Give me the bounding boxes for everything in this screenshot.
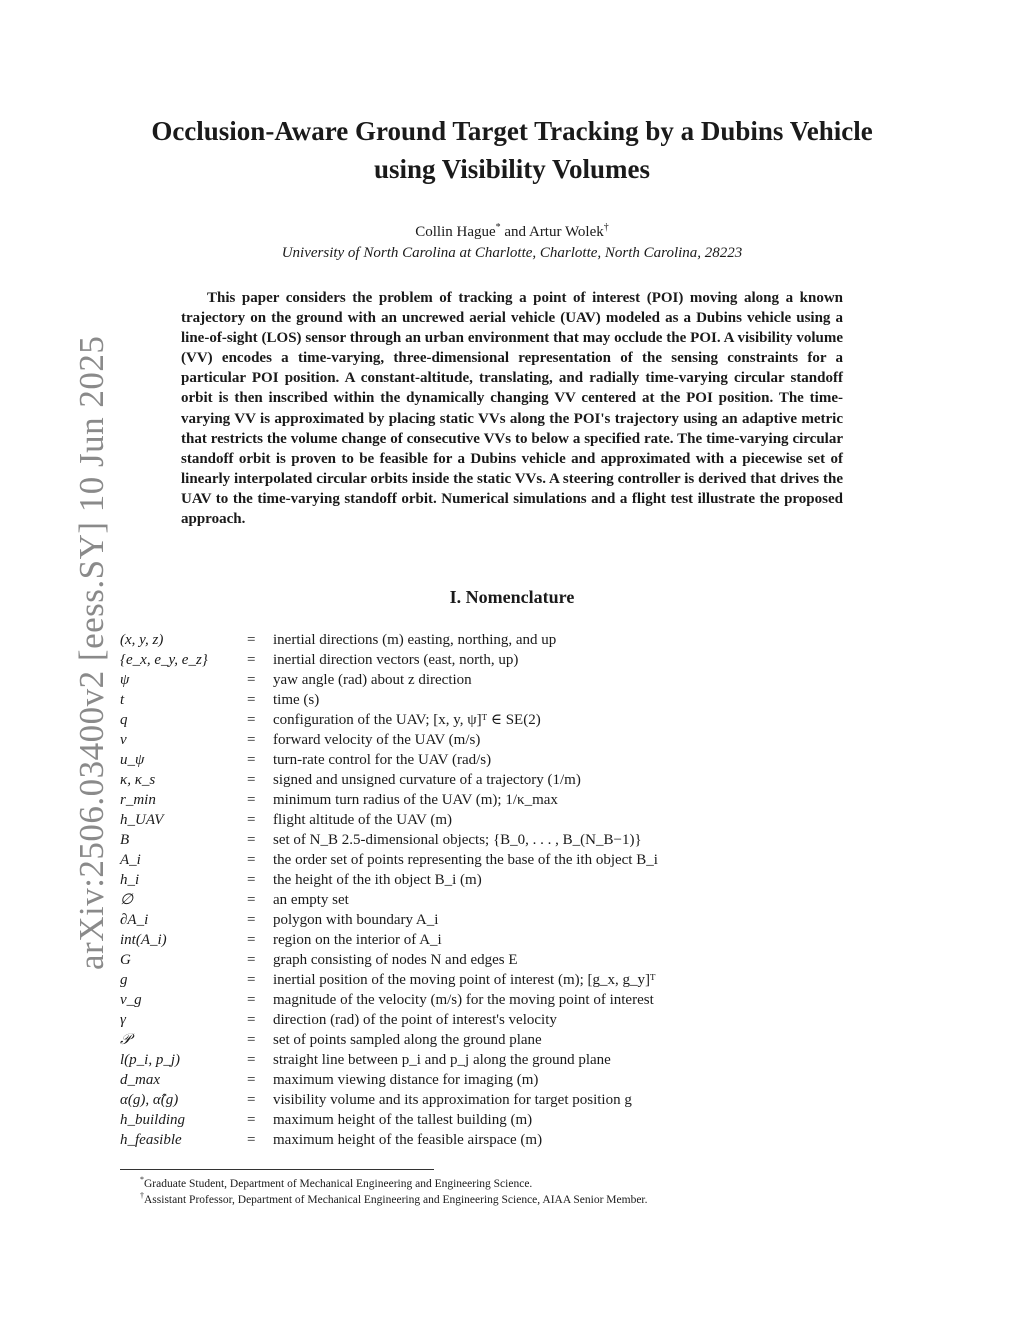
nomenclature-row [120, 770, 820, 790]
nomenclature-row [120, 890, 820, 910]
nomenclature-equals: = [247, 1112, 256, 1128]
nomenclature-equals: = [247, 1012, 256, 1028]
nomenclature-symbol: ∂A_i [120, 912, 149, 928]
nomenclature-equals: = [247, 792, 256, 808]
nomenclature-definition: inertial position of the moving point of interest (m); [g_x, g_y]ᵀ [273, 972, 656, 988]
author-connector: and [500, 224, 529, 240]
nomenclature-row [120, 930, 820, 950]
nomenclature-symbol: t [120, 692, 125, 708]
nomenclature-symbol: 𝒫 [120, 1032, 131, 1048]
nomenclature-symbol: (x, y, z) [120, 632, 164, 648]
nomenclature-symbol: g [120, 972, 128, 988]
nomenclature-symbol: κ, κ_s [120, 772, 156, 788]
nomenclature-equals: = [247, 872, 256, 888]
nomenclature-definition: polygon with boundary A_i [273, 912, 439, 928]
nomenclature-equals: = [247, 632, 256, 648]
footnote-text: Assistant Professor, Department of Mechanical Engineering and Engineering Science, AIAA Senior Member. [144, 1194, 648, 1206]
nomenclature-row [120, 1050, 820, 1070]
affiliation: University of North Carolina at Charlotte, Charlotte, North Carolina, 28223 [281, 245, 743, 261]
nomenclature-definition: inertial directions (m) easting, northing, and up [273, 632, 557, 648]
nomenclature-row [120, 690, 820, 710]
nomenclature-equals: = [247, 672, 256, 688]
nomenclature-equals: = [247, 972, 256, 988]
footnote-mark: * [140, 1175, 144, 1185]
footnote-rule [120, 1169, 434, 1170]
nomenclature-definition: set of N_B 2.5-dimensional objects; {B_0, . . . , B_(N_B−1)} [273, 832, 642, 848]
arxiv-side-stamp [10, 0, 111, 1325]
nomenclature-definition: maximum height of the feasible airspace (m) [273, 1132, 543, 1148]
author-name: Collin Hague [415, 224, 496, 240]
nomenclature-definition: graph consisting of nodes N and edges E [273, 952, 518, 968]
nomenclature-symbol: h_feasible [120, 1132, 182, 1148]
nomenclature-row [120, 710, 820, 730]
nomenclature-row [120, 1070, 820, 1090]
nomenclature-symbol: q [120, 712, 128, 728]
nomenclature-symbol: d_max [120, 1072, 160, 1088]
nomenclature-symbol: h_i [120, 872, 140, 888]
nomenclature-definition: turn-rate control for the UAV (rad/s) [273, 752, 492, 768]
nomenclature-definition: region on the interior of A_i [273, 932, 442, 948]
nomenclature-row [120, 910, 820, 930]
nomenclature-row [120, 730, 820, 750]
author-footnote-mark: * [495, 222, 501, 233]
nomenclature-definition: an empty set [273, 892, 349, 908]
nomenclature-equals: = [247, 1072, 256, 1088]
nomenclature-definition: forward velocity of the UAV (m/s) [273, 732, 481, 748]
nomenclature-definition: maximum viewing distance for imaging (m) [273, 1072, 539, 1088]
nomenclature-equals: = [247, 692, 256, 708]
nomenclature-symbol: G [120, 952, 131, 968]
nomenclature-equals: = [247, 1132, 256, 1148]
nomenclature-row [120, 990, 820, 1010]
nomenclature-equals: = [247, 892, 256, 908]
nomenclature-equals: = [247, 652, 256, 668]
nomenclature-row [120, 670, 820, 690]
author-name: Artur Wolek [528, 224, 604, 240]
footnote [140, 1176, 648, 1192]
nomenclature-symbol: ψ [120, 672, 130, 688]
nomenclature-row [120, 1030, 820, 1050]
nomenclature-definition: visibility volume and its approximation for target position g [273, 1092, 632, 1108]
nomenclature-definition: yaw angle (rad) about z direction [273, 672, 472, 688]
nomenclature-row [120, 850, 820, 870]
nomenclature-row [120, 970, 820, 990]
nomenclature-definition: the order set of points representing the base of the ith object B_i [273, 852, 658, 868]
nomenclature-definition: maximum height of the tallest building (m) [273, 1112, 533, 1128]
nomenclature-definition: signed and unsigned curvature of a trajectory (1/m) [273, 772, 581, 788]
nomenclature-symbol: int(A_i) [120, 932, 167, 948]
nomenclature-definition: inertial direction vectors (east, north, up) [273, 652, 519, 668]
nomenclature-symbol: h_UAV [120, 812, 164, 828]
nomenclature-row [120, 650, 820, 670]
nomenclature-definition: direction (rad) of the point of interest's velocity [273, 1012, 557, 1028]
nomenclature-equals: = [247, 952, 256, 968]
section-title: I. Nomenclature [449, 587, 575, 607]
nomenclature-definition: set of points sampled along the ground plane [273, 1032, 542, 1048]
footnote [140, 1192, 648, 1208]
nomenclature-row [120, 1130, 820, 1150]
title-line-2: using Visibility Volumes [373, 154, 651, 184]
nomenclature-equals: = [247, 812, 256, 828]
author-list [100, 222, 924, 242]
arxiv-identifier: arXiv:2506.03400v2 [eess.SY] 10 Jun 2025 [72, 335, 111, 970]
nomenclature-symbol: ∅ [120, 892, 134, 908]
nomenclature-symbol: r_min [120, 792, 156, 808]
nomenclature-row [120, 870, 820, 890]
nomenclature-symbol: A_i [120, 852, 141, 868]
nomenclature-row [120, 950, 820, 970]
nomenclature-equals: = [247, 1052, 256, 1068]
nomenclature-definition: flight altitude of the UAV (m) [273, 812, 453, 828]
nomenclature-symbol: l(p_i, p_j) [120, 1052, 180, 1068]
nomenclature-row [120, 630, 820, 650]
nomenclature-row [120, 1090, 820, 1110]
nomenclature-symbol: v_g [120, 992, 142, 1008]
nomenclature-symbol: γ [120, 1012, 126, 1028]
nomenclature-equals: = [247, 752, 256, 768]
nomenclature-row [120, 1010, 820, 1030]
footnote-text: Graduate Student, Department of Mechanical Engineering and Engineering Science. [144, 1178, 533, 1190]
nomenclature-symbol: {e_x, e_y, e_z} [120, 652, 208, 668]
nomenclature-symbol: h_building [120, 1112, 186, 1128]
nomenclature-equals: = [247, 852, 256, 868]
footnote-mark: † [140, 1191, 144, 1201]
abstract: This paper considers the problem of tracking a point of interest (POI) moving along a known trajectory on the ground with an uncrewed aerial vehicle (UAV) modeled as a Dubins vehicle using a line-of-sight (LOS) sensor through an urban environment that may occlude the POI. A visibility volume (VV) encodes a time-varying, three-dimensional representation of the sensing constraints for a particular POI position. A constant-altitude, translating, and radially time-varying circular standoff orbit is then inscribed within the dynamically changing VV centered at the POI position. The time-varying VV is approximated by placing static VVs along the POI's trajectory using an adaptive metric that restricts the volume change of consecutive VVs to below a specified rate. The time-varying circular standoff orbit is proven to be feasible for a Dubins vehicle and approximated with a piecewise set of linearly interpolated circular orbits inside the static VVs. A steering controller is derived that drives the UAV to the time-varying standoff orbit. Numerical simulations and a flight test illustrate the proposed approach. [181, 290, 843, 528]
nomenclature-equals: = [247, 912, 256, 928]
nomenclature-equals: = [247, 772, 256, 788]
nomenclature-definition: straight line between p_i and p_j along the ground plane [273, 1052, 611, 1068]
nomenclature-row [120, 750, 820, 770]
nomenclature-symbol: B [120, 832, 130, 848]
nomenclature-list [120, 630, 820, 1150]
nomenclature-equals: = [247, 1092, 256, 1108]
nomenclature-equals: = [247, 712, 256, 728]
nomenclature-definition: magnitude of the velocity (m/s) for the moving point of interest [273, 992, 654, 1008]
nomenclature-equals: = [247, 1032, 256, 1048]
author-footnote-mark: † [603, 222, 609, 233]
nomenclature-row [120, 810, 820, 830]
nomenclature-symbol: α(g), α̂(g) [120, 1092, 179, 1108]
nomenclature-definition: configuration of the UAV; [x, y, ψ]ᵀ ∈ SE(2) [273, 712, 541, 728]
nomenclature-equals: = [247, 732, 256, 748]
nomenclature-equals: = [247, 932, 256, 948]
nomenclature-equals: = [247, 992, 256, 1008]
nomenclature-row [120, 1110, 820, 1130]
title-line-1: Occlusion-Aware Ground Target Tracking by a Dubins Vehicle [151, 116, 873, 146]
nomenclature-definition: minimum turn radius of the UAV (m); 1/κ_max [273, 792, 558, 808]
nomenclature-row [120, 830, 820, 850]
nomenclature-equals: = [247, 832, 256, 848]
nomenclature-symbol: u_ψ [120, 752, 145, 768]
nomenclature-definition: time (s) [273, 692, 320, 708]
paper-title [100, 112, 924, 188]
nomenclature-definition: the height of the ith object B_i (m) [273, 872, 482, 888]
footnotes [140, 1176, 648, 1208]
nomenclature-row [120, 790, 820, 810]
nomenclature-symbol: v [120, 732, 127, 748]
